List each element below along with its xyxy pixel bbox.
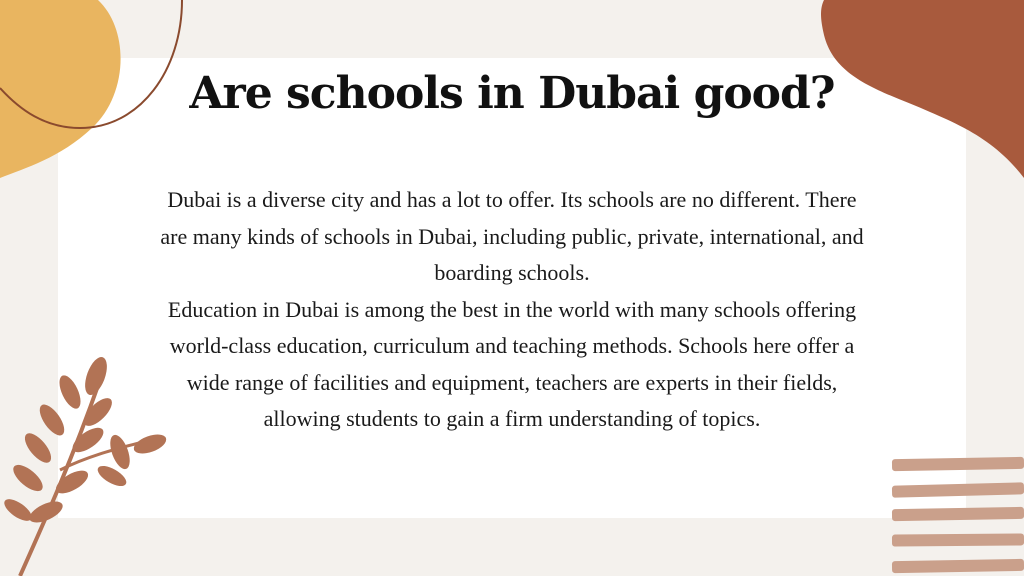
paragraph-1: Dubai is a diverse city and has a lot to offer. Its schools are no different. There are many kinds of schools in Dubai, including public, private, international, and boarding schools. bbox=[160, 187, 864, 285]
leaf-branch-icon bbox=[1, 354, 169, 576]
brush-stripes bbox=[892, 457, 1024, 573]
slide-title: Are schools in Dubai good? bbox=[189, 68, 835, 119]
paragraph-2: Education in Dubai is among the best in the world with many schools offering world-class education, curriculum and teaching methods. Schools here offer a wide range of facilities and equipment, teachers are experts in their fields, allowing students to gain a firm understanding of topics. bbox=[167, 296, 857, 431]
body-text bbox=[160, 182, 864, 438]
